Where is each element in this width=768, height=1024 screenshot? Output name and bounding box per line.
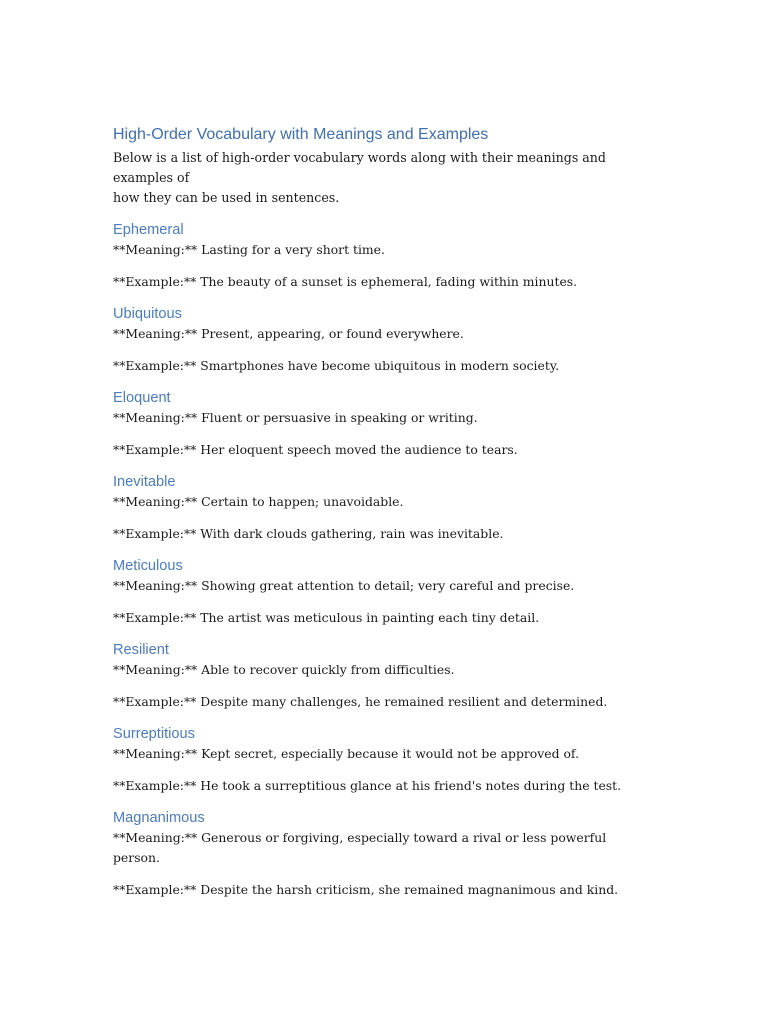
vocab-entry-resilient	[113, 640, 653, 712]
vocab-entry-inevitable	[113, 472, 653, 544]
vocab-word: Inevitable	[113, 474, 176, 490]
vocab-meaning: **Meaning:** Present, appearing, or found everywhere.	[113, 326, 464, 341]
vocab-entry-surreptitious	[113, 724, 653, 796]
vocab-meaning: **Meaning:** Able to recover quickly from difficulties.	[113, 662, 455, 677]
vocab-word: Eloquent	[113, 390, 171, 406]
intro-line-1: Below is a list of high-order vocabulary words along with their meanings and examples of	[113, 150, 606, 185]
vocab-example: **Example:** Despite the harsh criticism, she remained magnanimous and kind.	[113, 882, 619, 897]
vocab-word: Resilient	[113, 642, 169, 658]
vocab-word: Magnanimous	[113, 810, 205, 826]
vocab-word: Ubiquitous	[113, 306, 182, 322]
vocab-meaning: **Meaning:** Generous or forgiving, especially toward a rival or less powerful person.	[113, 830, 607, 865]
vocab-word: Surreptitious	[113, 726, 195, 742]
vocab-entry-ubiquitous	[113, 304, 653, 376]
vocab-example: **Example:** The beauty of a sunset is ephemeral, fading within minutes.	[113, 274, 578, 289]
vocab-meaning: **Meaning:** Certain to happen; unavoidable.	[113, 494, 404, 509]
vocab-word: Meticulous	[113, 558, 183, 574]
vocab-entry-ephemeral	[113, 220, 653, 292]
vocab-meaning: **Meaning:** Lasting for a very short time.	[113, 242, 385, 257]
vocab-example: **Example:** Smartphones have become ubiquitous in modern society.	[113, 358, 560, 373]
vocab-example: **Example:** Despite many challenges, he remained resilient and determined.	[113, 694, 608, 709]
vocab-meaning: **Meaning:** Fluent or persuasive in speaking or writing.	[113, 410, 478, 425]
vocab-example: **Example:** The artist was meticulous in painting each tiny detail.	[113, 610, 540, 625]
document-page	[113, 124, 653, 900]
vocab-meaning: **Meaning:** Kept secret, especially because it would not be approved of.	[113, 746, 580, 761]
vocab-entry-magnanimous	[113, 808, 653, 900]
vocab-word: Ephemeral	[113, 222, 184, 238]
vocab-example: **Example:** Her eloquent speech moved the audience to tears.	[113, 442, 518, 457]
vocab-meaning: **Meaning:** Showing great attention to detail; very careful and precise.	[113, 578, 575, 593]
intro-paragraph	[113, 148, 653, 208]
vocab-entry-eloquent	[113, 388, 653, 460]
intro-line-2: how they can be used in sentences.	[113, 190, 340, 205]
vocab-example: **Example:** With dark clouds gathering, rain was inevitable.	[113, 526, 504, 541]
vocab-example: **Example:** He took a surreptitious glance at his friend's notes during the test.	[113, 778, 622, 793]
vocab-entry-meticulous	[113, 556, 653, 628]
document-title: High-Order Vocabulary with Meanings and Examples	[113, 126, 489, 143]
